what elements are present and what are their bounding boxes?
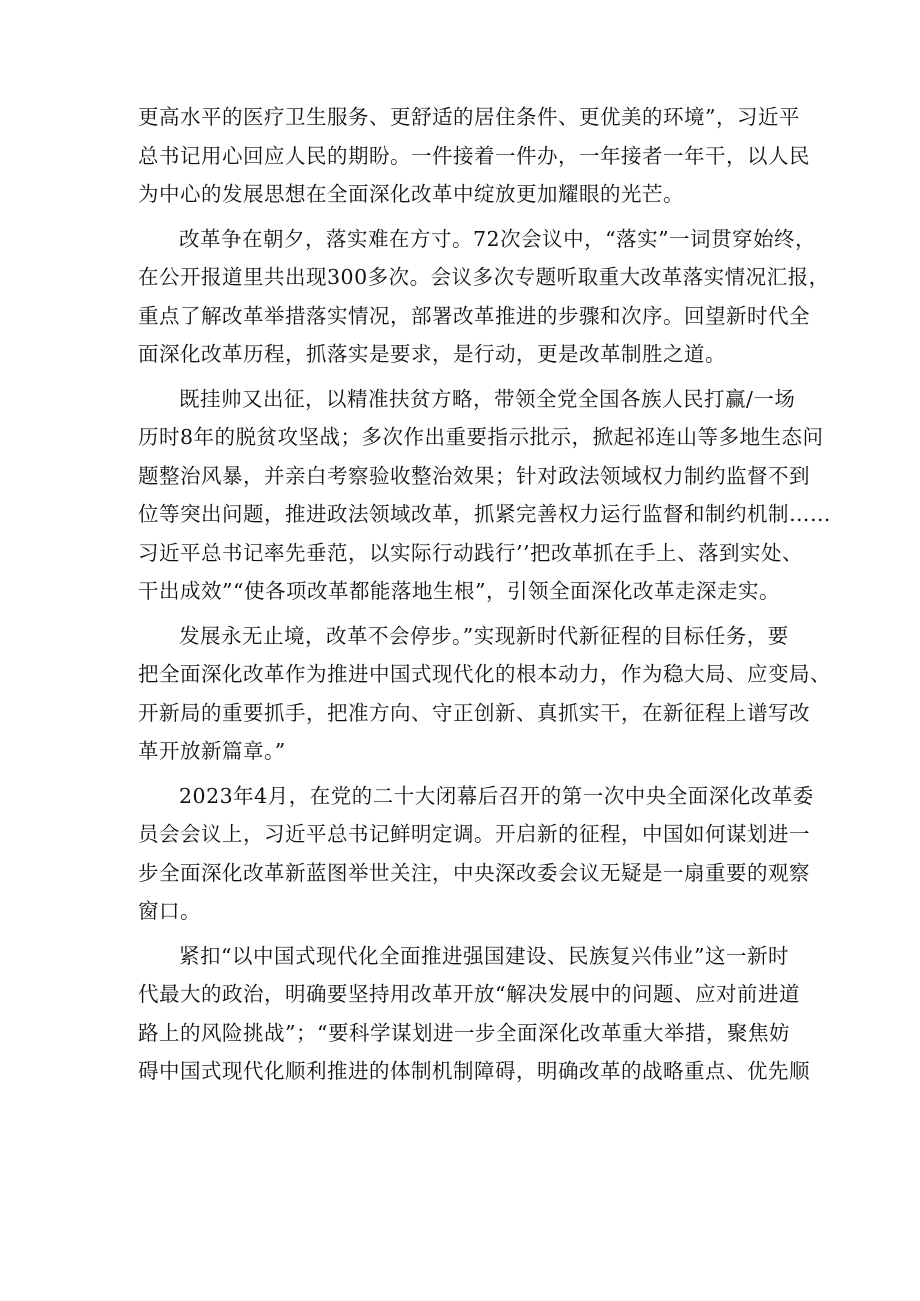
article-body	[138, 98, 831, 1091]
text-line: 习近平总书记率先垂范，以实际行动践行’’把改革抓在手上、落到实处、	[138, 540, 804, 565]
text-line: 重点了解改革举措落实情况，部署改革推进的步骤和次序。回望新时代全	[138, 303, 810, 328]
paragraph-1	[138, 98, 810, 214]
text-line: 在公开报道里共出现300多次。会议多次专题听取重大改革落实情况汇报，	[138, 265, 830, 289]
text-line: 代最大的政治，明确要坚持用改革开放“解决发展中的问题、应对前进道	[138, 982, 800, 1006]
text-line: 历时8年的脱贫攻坚战；多次作出重要指示批示，掀起祁连山等多地生态问	[138, 425, 824, 449]
text-line: 面深化改革历程，抓落实是要求，是行动，更是改革制胜之道。	[138, 342, 726, 366]
text-line: 既挂帅又出征，以精准扶贫方略，带领全党全国各族人民打赢/一场	[179, 386, 796, 411]
text-line: 位等突出问题，推进政法领域改革，抓紧完善权力运行监督和制约机制……	[138, 502, 831, 526]
paragraph-4	[138, 617, 831, 771]
text-line: 更高水平的医疗卫生服务、更舒适的居住条件、更优美的环境”，习近平	[138, 105, 800, 129]
text-line: 改革争在朝夕，落实难在方寸。72次会议中，“落实”一词贯穿始终，	[179, 226, 817, 251]
text-line: 紧扣“以中国式现代化全面推进强国建设、民族复兴伟业”这一新时	[179, 943, 789, 968]
text-line: 路上的风险挑战”；“要科学谋划进一步全面深化改革重大举措，聚焦妨	[138, 1020, 790, 1045]
text-line: 把全面深化改革作为推进中国式现代化的根本动力，作为稳大局、应变局、	[138, 662, 831, 686]
text-line: 总书记用心回应人民的期盼。一件接着一件办，一年接者一年干，以人民	[138, 143, 810, 168]
text-line: 2023年4月，在党的二十大闭幕后召开的第一次中央全面深化改革委	[179, 783, 814, 808]
text-line: 发展永无止境，改革不会停步。”实现新时代新征程的目标任务，要	[179, 623, 789, 648]
text-line: 窗口。	[138, 899, 201, 923]
text-line: 干出成效”“使各项改革都能落地生根”，引领全面深化改革走深走实。	[138, 579, 780, 603]
text-line: 步全面深化改革新蓝图举世关注，中央深改委会议无疑是一扇重要的观察	[138, 860, 810, 885]
text-line: 碍中国式现代化顺利推进的体制机制障碍，明确改革的战略重点、优先顺	[138, 1059, 810, 1083]
text-line: 员会会议上，习近平总书记鲜明定调。开启新的征程，中国如何谋划进一	[138, 822, 810, 846]
text-line: 题整治风暴，并亲白考察验收整治效果；针对政法领域权力制约监督不到	[138, 463, 810, 488]
text-line: 革开放新篇章。”	[138, 739, 286, 763]
paragraph-5	[138, 777, 814, 931]
text-line: 为中心的发展思想在全面深化改革中绽放更加耀眼的光芒。	[138, 182, 684, 206]
paragraph-6	[138, 937, 810, 1091]
paragraph-3	[138, 380, 831, 611]
paragraph-2	[138, 220, 830, 374]
text-line: 开新局的重要抓手，把准方向、守正创新、真抓实干，在新征程上谱写改	[138, 700, 810, 725]
